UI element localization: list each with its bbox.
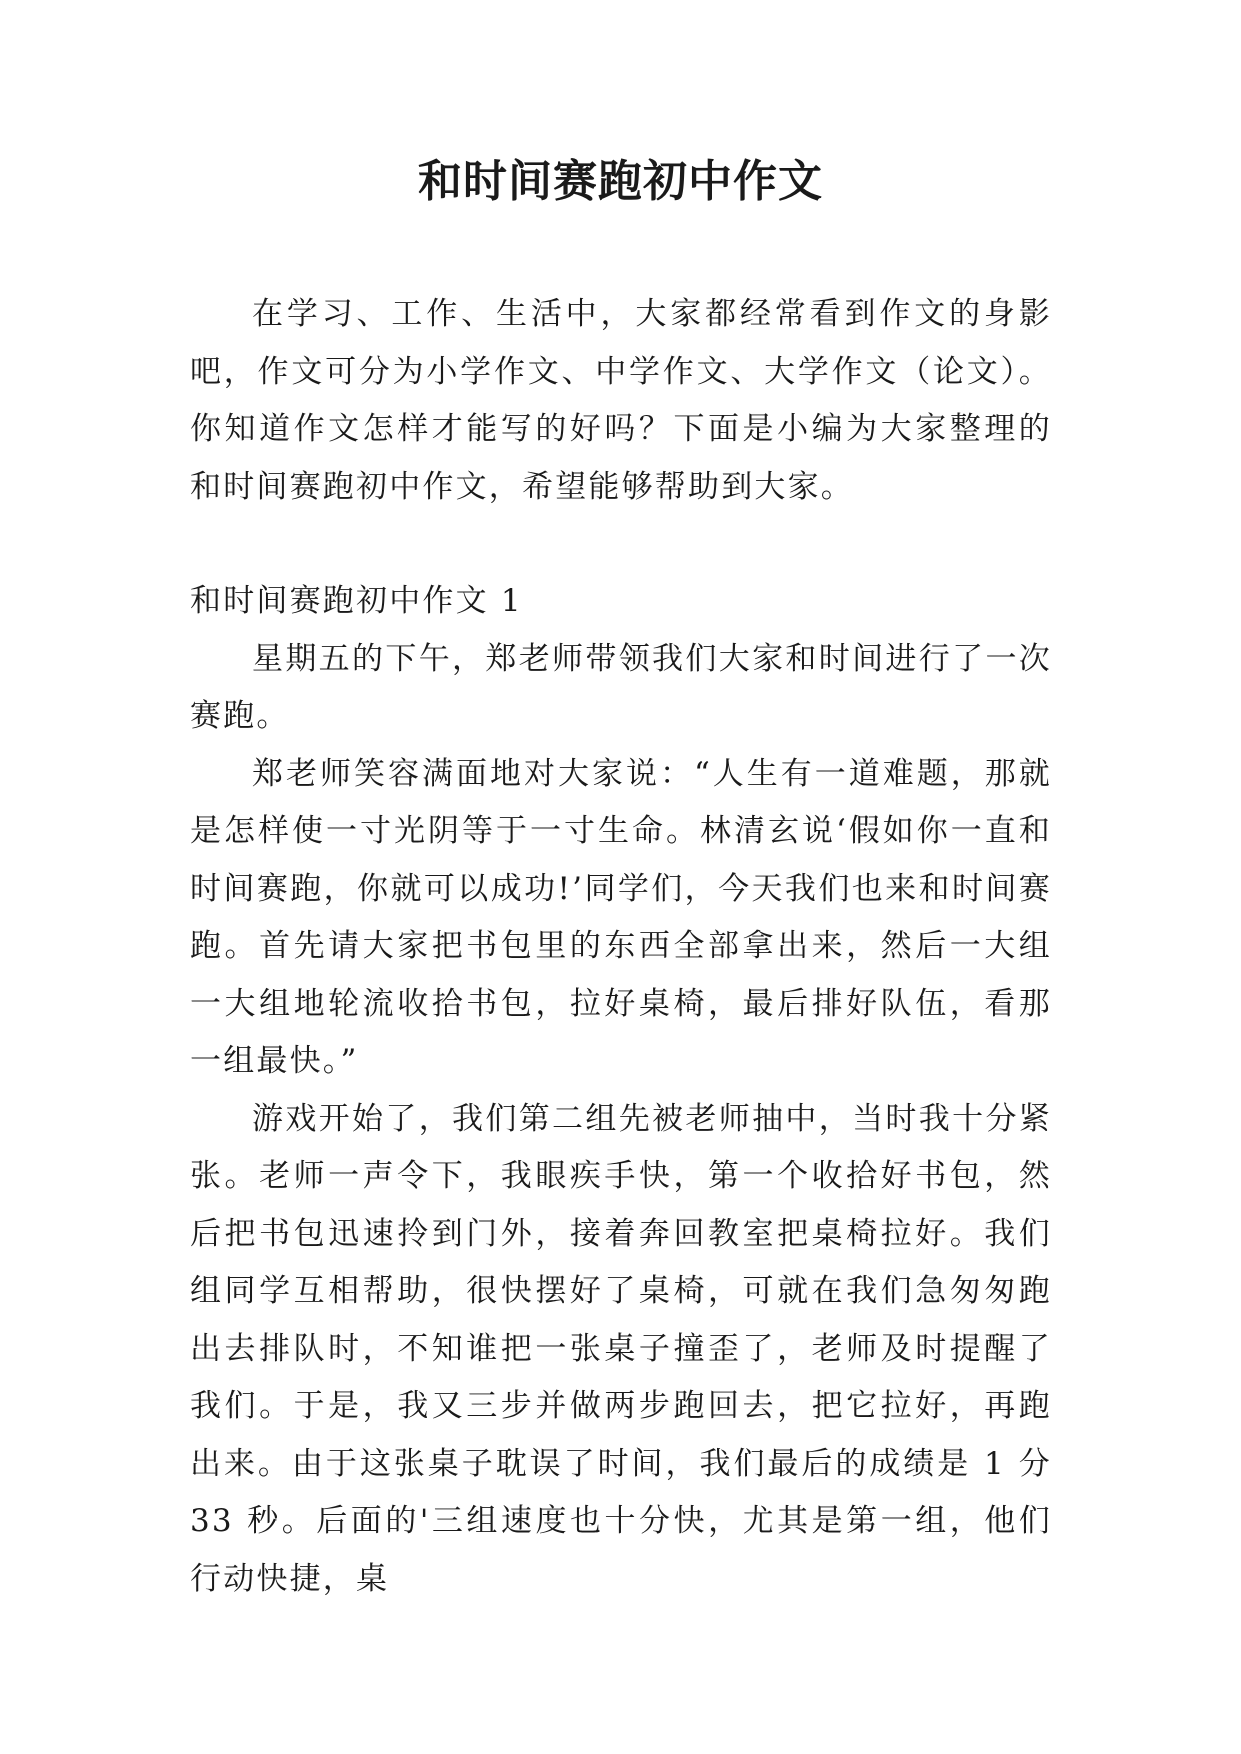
body-paragraph-1: 星期五的下午，郑老师带领我们大家和时间进行了一次赛跑。 <box>190 640 1052 734</box>
body-paragraph-2: 郑老师笑容满面地对大家说：“人生有一道难题，那就是怎样使一寸光阴等于一寸生命。林清玄说‘假如你一直和时间赛跑，你就可以成功!’同学们，今天我们也来和时间赛跑。首先请大家把书包里的东西全部拿出来，然后一大组一大组地轮流收拾书包，拉好桌椅，最后排好队伍，看那一组最快。” <box>190 755 1052 1079</box>
document-title: 和时间赛跑初中作文 <box>418 156 823 207</box>
intro-paragraph: 在学习、工作、生活中，大家都经常看到作文的身影吧，作文可分为小学作文、中学作文、大学作文（论文）。你知道作文怎样才能写的好吗？下面是小编为大家整理的和时间赛跑初中作文，希望能够帮助到大家。 <box>190 296 1052 505</box>
document-body <box>190 286 1052 1608</box>
body-paragraph-3: 游戏开始了，我们第二组先被老师抽中，当时我十分紧张。老师一声令下，我眼疾手快，第一个收拾好书包，然后把书包迅速拎到门外，接着奔回教室把桌椅拉好。我们组同学互相帮助，很快摆好了桌椅，可就在我们急匆匆跑出去排队时，不知谁把一张桌子撞歪了，老师及时提醒了我们。于是，我又三步并做两步跑回去，把它拉好，再跑出来。由于这张桌子耽误了时间，我们最后的成绩是 1 分 33 秒。后面的'三组速度也十分快，尤其是第一组，他们行动快捷，桌 <box>190 1100 1052 1597</box>
section-heading: 和时间赛跑初中作文 1 <box>190 583 523 619</box>
